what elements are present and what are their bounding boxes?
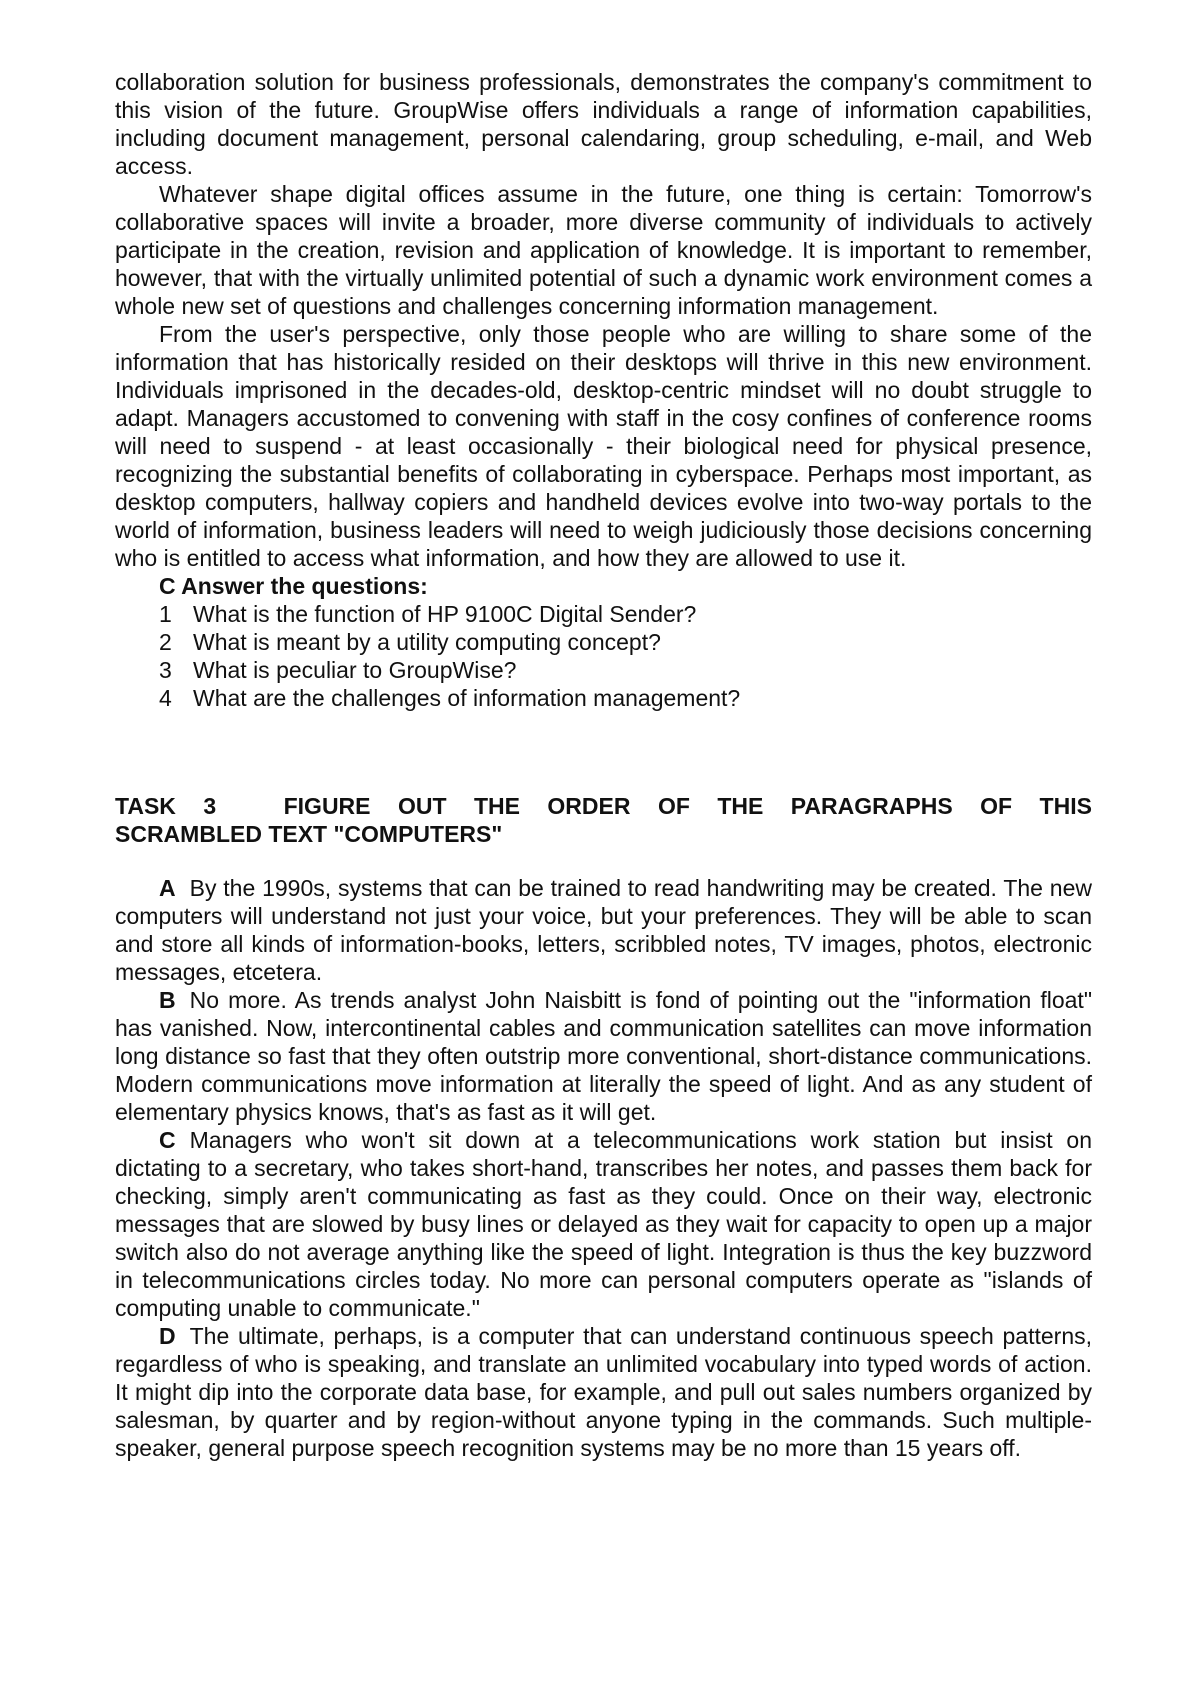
document-page bbox=[115, 68, 1092, 1462]
task3-heading-line2: SCRAMBLED TEXT "COMPUTERS" bbox=[115, 821, 503, 847]
task3-word: TASK bbox=[115, 793, 176, 819]
question-number: 3 bbox=[159, 657, 172, 683]
questions-list bbox=[159, 600, 1092, 712]
paragraph-letter: A bbox=[159, 875, 176, 901]
question-item bbox=[159, 600, 1092, 628]
scrambled-paragraph-d bbox=[115, 1322, 1092, 1462]
intro-paragraph-3: From the user's perspective, only those people who are willing to share some of the information that has historically resided on their desktops will thrive in this new environment. Individuals imprisoned in the decades-old, desktop-centric mindset will no doubt struggle to adapt. Managers accustomed to convening with staff in the cosy confines of conference rooms will need to suspend - at least occasionally - their biological need for physical presence, recognizing the substantial benefits of collaborating in cyberspace. Perhaps most important, as desktop computers, hallway copiers and handheld devices evolve into two-way portals to the world of information, business leaders will need to weigh judiciously those decisions concerning who is entitled to access what information, and how they are allowed to use it. bbox=[115, 321, 1092, 571]
paragraph-text: The ultimate, perhaps, is a computer that can understand continuous speech patterns, regardless of who is speaking, and translate an unlimited vocabulary into typed words of action. It might dip into the corporate data base, for example, and pull out sales numbers organized by salesman, by quarter and by region-without anyone typing in the commands. Such multiple-speaker, general purpose speech recognition systems may be no more than 15 years off. bbox=[115, 1323, 1092, 1461]
question-item bbox=[159, 628, 1092, 656]
question-text: What is the function of HP 9100C Digital Sender? bbox=[193, 601, 697, 627]
task3-heading bbox=[115, 792, 1092, 848]
task3-word: FIGURE bbox=[283, 793, 371, 819]
task3-word: THIS bbox=[1039, 793, 1092, 819]
intro-paragraph-1: collaboration solution for business professionals, demonstrates the company's commitment to this vision of the future. GroupWise offers individuals a range of information capabilities, including document management, personal calendaring, group scheduling, e-mail, and Web access. bbox=[115, 69, 1092, 179]
scrambled-paragraph-b bbox=[115, 986, 1092, 1126]
task3-word: ORDER bbox=[547, 793, 631, 819]
intro-paragraph-2: Whatever shape digital offices assume in the future, one thing is certain: Tomorrow's collaborative spaces will invite a broader, more diverse community of individuals to actively participate in the creation, revision and application of knowledge. It is important to remember, however, that with the virtually unlimited potential of such a dynamic work environment comes a whole new set of questions and challenges concerning information management. bbox=[115, 181, 1092, 319]
question-text: What is meant by a utility computing concept? bbox=[193, 629, 661, 655]
question-item bbox=[159, 656, 1092, 684]
scrambled-paragraph-a bbox=[115, 874, 1092, 986]
task3-heading-line1 bbox=[115, 792, 1092, 820]
task3-word: OF bbox=[980, 793, 1013, 819]
task3-word: THE bbox=[473, 793, 520, 819]
questions-heading: C Answer the questions: bbox=[159, 573, 428, 599]
task3-word: OF bbox=[657, 793, 690, 819]
question-item bbox=[159, 684, 1092, 712]
paragraph-text: By the 1990s, systems that can be trained to read handwriting may be created. The new computers will understand not just your voice, but your preferences. They will be able to scan and store all kinds of information-books, letters, scribbled notes, TV images, photos, electronic messages, etcetera. bbox=[115, 875, 1092, 985]
paragraph-letter: D bbox=[159, 1323, 176, 1349]
task3-word: OUT bbox=[397, 793, 447, 819]
paragraph-letter: B bbox=[159, 987, 176, 1013]
paragraph-letter: C bbox=[159, 1127, 176, 1153]
scrambled-paragraph-c bbox=[115, 1126, 1092, 1322]
question-text: What are the challenges of information management? bbox=[193, 685, 741, 711]
question-number: 1 bbox=[159, 601, 172, 627]
paragraph-text: Managers who won't sit down at a telecommunications work station but insist on dictating to a secretary, who takes short-hand, transcribes her notes, and passes them back for checking, simply aren't communicating as fast as they could. Once on their way, electronic messages that are slowed by busy lines or delayed as they wait for capacity to open up a major switch also do not average anything like the speed of light. Integration is thus the key buzzword in telecommunications circles today. No more can personal computers operate as "islands of computing unable to communicate." bbox=[115, 1127, 1092, 1321]
question-text: What is peculiar to GroupWise? bbox=[193, 657, 517, 683]
task3-word: THE bbox=[717, 793, 764, 819]
task3-word: PARAGRAPHS bbox=[790, 793, 953, 819]
question-number: 4 bbox=[159, 685, 172, 711]
task3-word: 3 bbox=[203, 793, 217, 819]
scrambled-text bbox=[115, 874, 1092, 1462]
question-number: 2 bbox=[159, 629, 172, 655]
paragraph-text: No more. As trends analyst John Naisbitt is fond of pointing out the "information float" has vanished. Now, intercontinental cables and communication satellites can move information long distance so fast that they often outstrip more conventional, short-distance communications. Modern communications move information at literally the speed of light. And as any student of elementary physics knows, that's as fast as it will get. bbox=[115, 987, 1092, 1125]
